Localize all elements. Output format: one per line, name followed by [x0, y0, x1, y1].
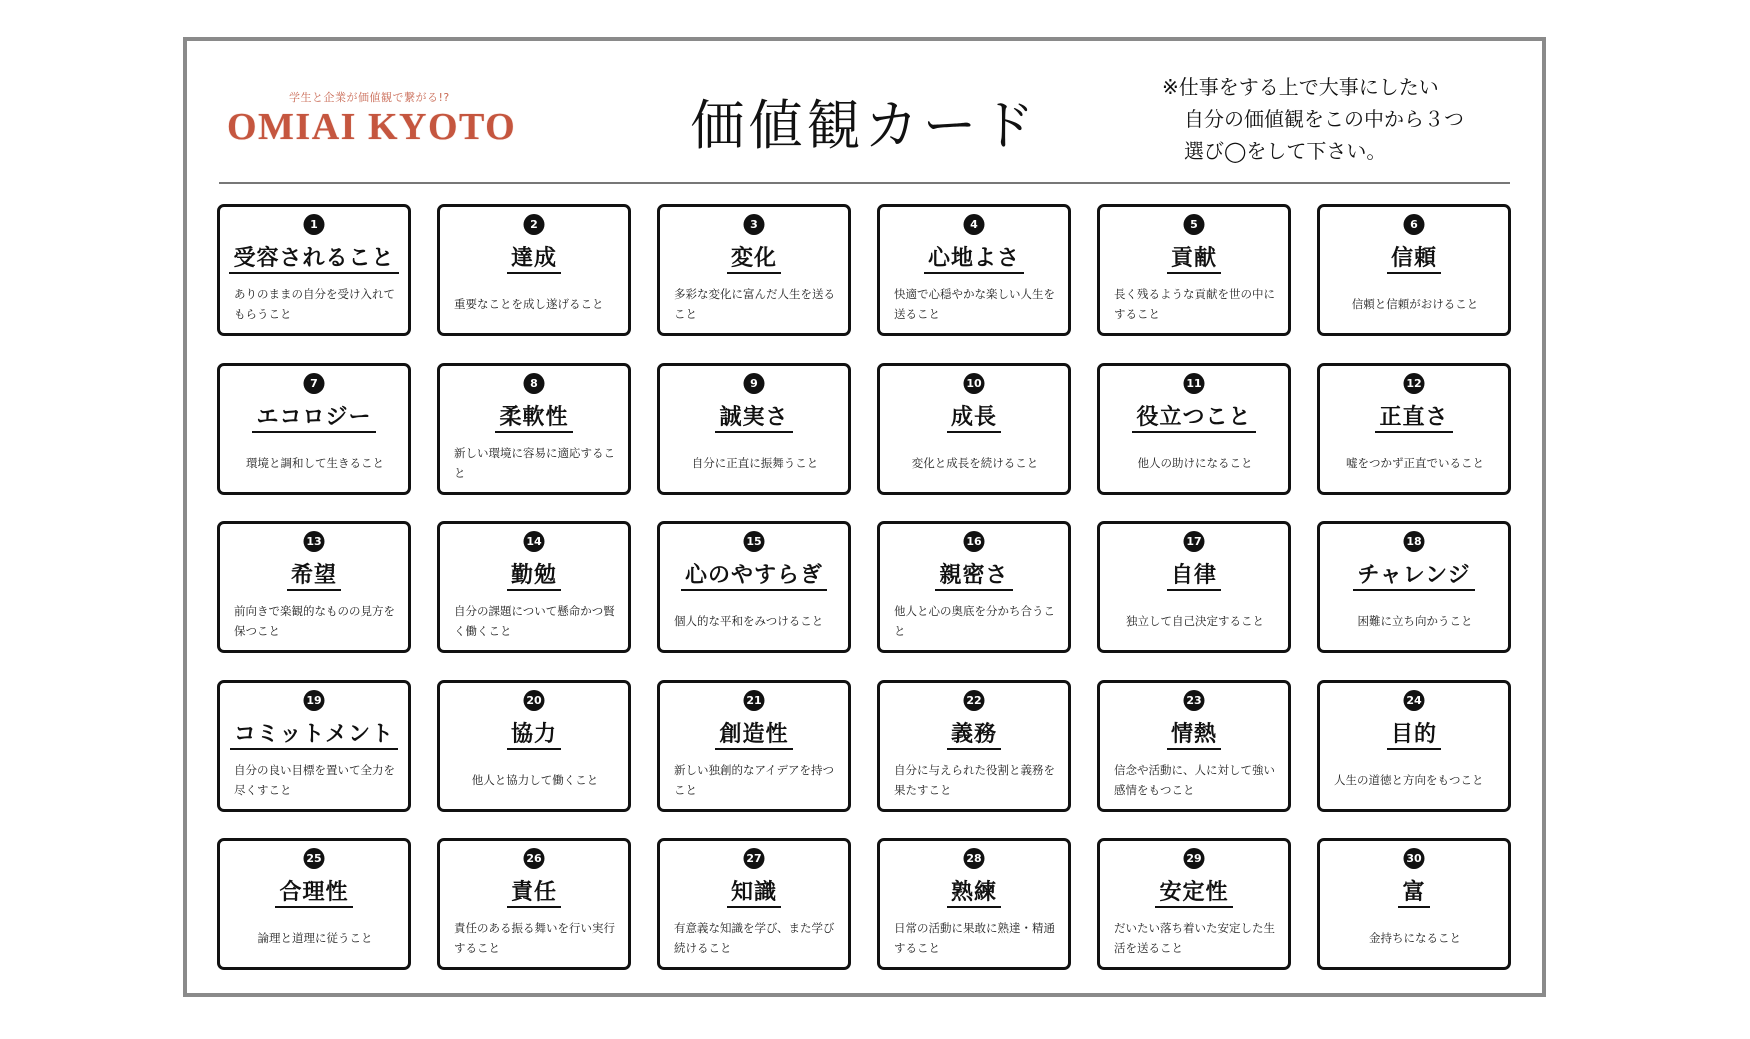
card-description-text: 自分の課題について懸命かつ賢く働くこと	[454, 604, 615, 638]
card-title	[660, 717, 848, 748]
card-description	[454, 600, 616, 642]
value-card[interactable]	[657, 680, 851, 812]
value-card[interactable]	[1317, 363, 1511, 495]
card-description-text: 責任のある振る舞いを行い実行すること	[454, 921, 615, 955]
card-title-text: 協力	[507, 722, 561, 750]
card-description-text: 日常の活動に果敢に熟達・精通すること	[894, 921, 1055, 955]
card-description	[234, 917, 396, 959]
card-title-text: 安定性	[1155, 880, 1232, 908]
card-description	[234, 600, 396, 642]
value-card[interactable]	[437, 204, 631, 336]
value-card[interactable]	[1097, 521, 1291, 653]
card-description	[234, 442, 396, 484]
card-title-text: 自律	[1167, 563, 1221, 591]
card-title	[220, 717, 408, 748]
card-number-badge: 1	[304, 214, 325, 235]
card-description	[1114, 759, 1276, 801]
card-description	[674, 442, 836, 484]
value-card[interactable]	[1317, 680, 1511, 812]
card-description	[894, 759, 1056, 801]
value-card[interactable]	[1317, 521, 1511, 653]
card-description	[1334, 283, 1496, 325]
card-description	[1334, 917, 1496, 959]
card-title-text: 情熱	[1167, 722, 1221, 750]
card-number-badge: 10	[964, 373, 985, 394]
card-number-badge: 22	[964, 690, 985, 711]
card-description	[1114, 917, 1276, 959]
card-title	[220, 875, 408, 906]
card-description	[1114, 442, 1276, 484]
card-number-badge: 14	[524, 531, 545, 552]
card-description	[1334, 600, 1496, 642]
card-description-text: 他人と心の奥底を分かち合うこと	[894, 604, 1055, 638]
card-description	[454, 283, 616, 325]
card-description-text: 自分の良い目標を置いて全力を尽くすこと	[234, 762, 395, 797]
card-title	[660, 400, 848, 431]
card-description-text: 信頼と信頼がおけること	[1351, 297, 1479, 311]
card-number-badge: 15	[744, 531, 765, 552]
card-title	[220, 241, 408, 272]
instruction-line-2: 自分の価値観をこの中から３つ	[1184, 107, 1464, 131]
card-title	[660, 241, 848, 272]
card-description-text: 信念や活動に、人に対して強い感情をもつこと	[1114, 762, 1275, 797]
value-card[interactable]	[1317, 204, 1511, 336]
card-number-badge: 23	[1184, 690, 1205, 711]
card-title	[440, 717, 628, 748]
card-title-text: 誠実さ	[715, 405, 792, 433]
card-description	[234, 283, 396, 325]
card-description-text: 人生の道徳と方向をもつこと	[1334, 772, 1484, 787]
value-card-grid	[217, 204, 1517, 978]
card-number-badge: 12	[1404, 373, 1425, 394]
value-card[interactable]	[1097, 838, 1291, 970]
card-number-badge: 16	[964, 531, 985, 552]
card-title	[440, 875, 628, 906]
card-title	[1320, 241, 1508, 272]
card-number-badge: 29	[1184, 848, 1205, 869]
card-description	[894, 600, 1056, 642]
card-description	[674, 600, 836, 642]
card-title-text: 創造性	[715, 722, 792, 750]
card-number-badge: 17	[1184, 531, 1205, 552]
value-card[interactable]	[437, 838, 631, 970]
value-card[interactable]	[1317, 838, 1511, 970]
card-title-text: 達成	[507, 246, 561, 274]
header-divider	[219, 182, 1510, 184]
instruction-line-3: 選び◯をして下さい。	[1184, 139, 1387, 163]
card-description-text: 困難に立ち向かうこと	[1357, 614, 1473, 628]
card-title	[880, 875, 1068, 906]
value-card[interactable]	[877, 680, 1071, 812]
card-description-text: 有意義な知識を学び、また学び続けること	[674, 921, 835, 955]
card-number-badge: 27	[744, 848, 765, 869]
instruction-line-1: ※仕事をする上で大事にしたい	[1162, 75, 1439, 99]
card-title	[1320, 400, 1508, 431]
card-number-badge: 9	[744, 373, 765, 394]
value-card[interactable]	[877, 521, 1071, 653]
value-card[interactable]	[217, 204, 411, 336]
value-card[interactable]	[1097, 680, 1291, 812]
card-title-text: 富	[1398, 880, 1429, 908]
card-title	[440, 241, 628, 272]
card-number-badge: 7	[304, 373, 325, 394]
value-card[interactable]	[877, 363, 1071, 495]
card-description	[454, 759, 616, 801]
card-title-text: 知識	[727, 880, 781, 908]
card-description-text: 独立して自己決定すること	[1126, 614, 1264, 628]
card-title-text: 正直さ	[1375, 405, 1452, 433]
card-title-text: 責任	[507, 880, 561, 908]
value-card[interactable]	[877, 204, 1071, 336]
card-number-badge: 11	[1184, 373, 1205, 394]
card-number-badge: 26	[524, 848, 545, 869]
card-description	[1334, 759, 1496, 801]
card-description-text: 長く残るような貢献を世の中にすること	[1114, 287, 1275, 321]
card-description-text: 金持ちになること	[1369, 931, 1461, 945]
card-title-text: 心地よさ	[924, 246, 1024, 274]
card-description	[674, 917, 836, 959]
logo-name: OMIAI KYOTO	[227, 106, 517, 148]
card-number-badge: 3	[744, 214, 765, 235]
sheet-header	[187, 41, 1542, 191]
card-title-text: チャレンジ	[1353, 563, 1474, 591]
card-description	[454, 917, 616, 959]
card-title	[220, 400, 408, 431]
card-description-text: 自分に与えられた役割と義務を果たすこと	[894, 762, 1055, 797]
card-title	[1100, 241, 1288, 272]
card-title	[880, 558, 1068, 589]
card-description-text: 新しい環境に容易に適応すること	[454, 445, 615, 480]
card-description-text: 前向きで楽観的なものの見方を保つこと	[234, 604, 395, 638]
card-description-text: 他人の助けになること	[1137, 455, 1253, 470]
card-number-badge: 18	[1404, 531, 1425, 552]
card-description	[1334, 442, 1496, 484]
card-number-badge: 30	[1404, 848, 1425, 869]
card-number-badge: 24	[1404, 690, 1425, 711]
card-number-badge: 4	[964, 214, 985, 235]
card-title	[1320, 558, 1508, 589]
card-number-badge: 8	[524, 373, 545, 394]
card-title	[440, 558, 628, 589]
card-title-text: 心のやすらぎ	[681, 563, 827, 591]
value-card[interactable]	[217, 521, 411, 653]
card-title-text: 貢献	[1167, 246, 1221, 274]
card-title-text: 合理性	[275, 880, 352, 908]
value-card[interactable]	[217, 363, 411, 495]
value-card[interactable]	[1097, 363, 1291, 495]
card-description	[894, 442, 1056, 484]
value-card[interactable]	[437, 521, 631, 653]
value-card[interactable]	[437, 680, 631, 812]
card-number-badge: 21	[744, 690, 765, 711]
card-description	[1114, 600, 1276, 642]
value-card[interactable]	[657, 204, 851, 336]
card-description-text: 変化と成長を続けること	[911, 455, 1039, 470]
card-number-badge: 2	[524, 214, 545, 235]
value-card[interactable]	[657, 363, 851, 495]
card-title-text: 成長	[947, 405, 1001, 433]
card-number-badge: 5	[1184, 214, 1205, 235]
card-title-text: コミットメント	[230, 722, 398, 750]
card-title-text: 勤勉	[507, 563, 561, 591]
card-title	[1100, 558, 1288, 589]
card-title	[220, 558, 408, 589]
card-number-badge: 19	[304, 690, 325, 711]
card-title-text: 柔軟性	[495, 405, 572, 433]
value-card[interactable]	[217, 838, 411, 970]
card-title	[880, 400, 1068, 431]
card-title-text: 役立つこと	[1132, 405, 1255, 433]
card-title-text: エコロジー	[252, 405, 375, 433]
card-title-text: 受容されること	[229, 246, 398, 274]
page-title: 価値観カード	[690, 94, 1039, 157]
card-title-text: 目的	[1387, 722, 1441, 750]
logo-tagline: 学生と企業が価値観で繋がる!?	[289, 91, 450, 104]
card-number-badge: 6	[1404, 214, 1425, 235]
card-description-text: 自分に正直に振舞うこと	[691, 455, 819, 470]
card-description-text: ありのままの自分を受け入れてもらうこと	[234, 287, 395, 321]
card-description-text: 新しい独創的なアイデアを持つこと	[674, 762, 834, 797]
card-title-text: 信頼	[1387, 246, 1441, 274]
card-title-text: 親密さ	[935, 563, 1012, 591]
card-description	[894, 917, 1056, 959]
value-card[interactable]	[1097, 204, 1291, 336]
card-description-text: 他人と協力して働くこと	[471, 772, 599, 787]
value-card-sheet	[183, 37, 1546, 997]
card-description-text: 快適で心穏やかな楽しい人生を送ること	[894, 287, 1055, 321]
card-title	[880, 241, 1068, 272]
value-card[interactable]	[877, 838, 1071, 970]
card-title	[1320, 717, 1508, 748]
value-card[interactable]	[657, 521, 851, 653]
card-title	[660, 875, 848, 906]
card-title-text: 義務	[947, 722, 1001, 750]
value-card[interactable]	[657, 838, 851, 970]
card-description	[674, 283, 836, 325]
card-number-badge: 28	[964, 848, 985, 869]
card-title	[440, 400, 628, 431]
card-description-text: 環境と調和して生きること	[246, 455, 384, 470]
card-number-badge: 25	[304, 848, 325, 869]
card-description	[234, 759, 396, 801]
instruction-note	[1162, 71, 1502, 167]
card-number-badge: 13	[304, 531, 325, 552]
card-title	[1100, 875, 1288, 906]
card-description-text: 個人的な平和をみつけること	[674, 614, 824, 628]
card-description	[454, 442, 616, 484]
card-number-badge: 20	[524, 690, 545, 711]
card-description-text: 嘘をつかず正直でいること	[1346, 455, 1484, 470]
card-description-text: 論理と道理に従うこと	[257, 931, 373, 945]
card-title	[1100, 400, 1288, 431]
card-title-text: 熟練	[947, 880, 1001, 908]
card-title-text: 希望	[287, 563, 341, 591]
value-card[interactable]	[437, 363, 631, 495]
card-description-text: 重要なことを成し遂げること	[454, 297, 604, 311]
card-title	[880, 717, 1068, 748]
card-title	[660, 558, 848, 589]
card-description-text: 多彩な変化に富んだ人生を送ること	[674, 287, 835, 321]
card-title	[1320, 875, 1508, 906]
card-description	[674, 759, 836, 801]
card-description	[1114, 283, 1276, 325]
value-card[interactable]	[217, 680, 411, 812]
card-description-text: だいたい落ち着いた安定した生活を送ること	[1114, 921, 1275, 955]
card-description	[894, 283, 1056, 325]
card-title-text: 変化	[727, 246, 781, 274]
card-title	[1100, 717, 1288, 748]
